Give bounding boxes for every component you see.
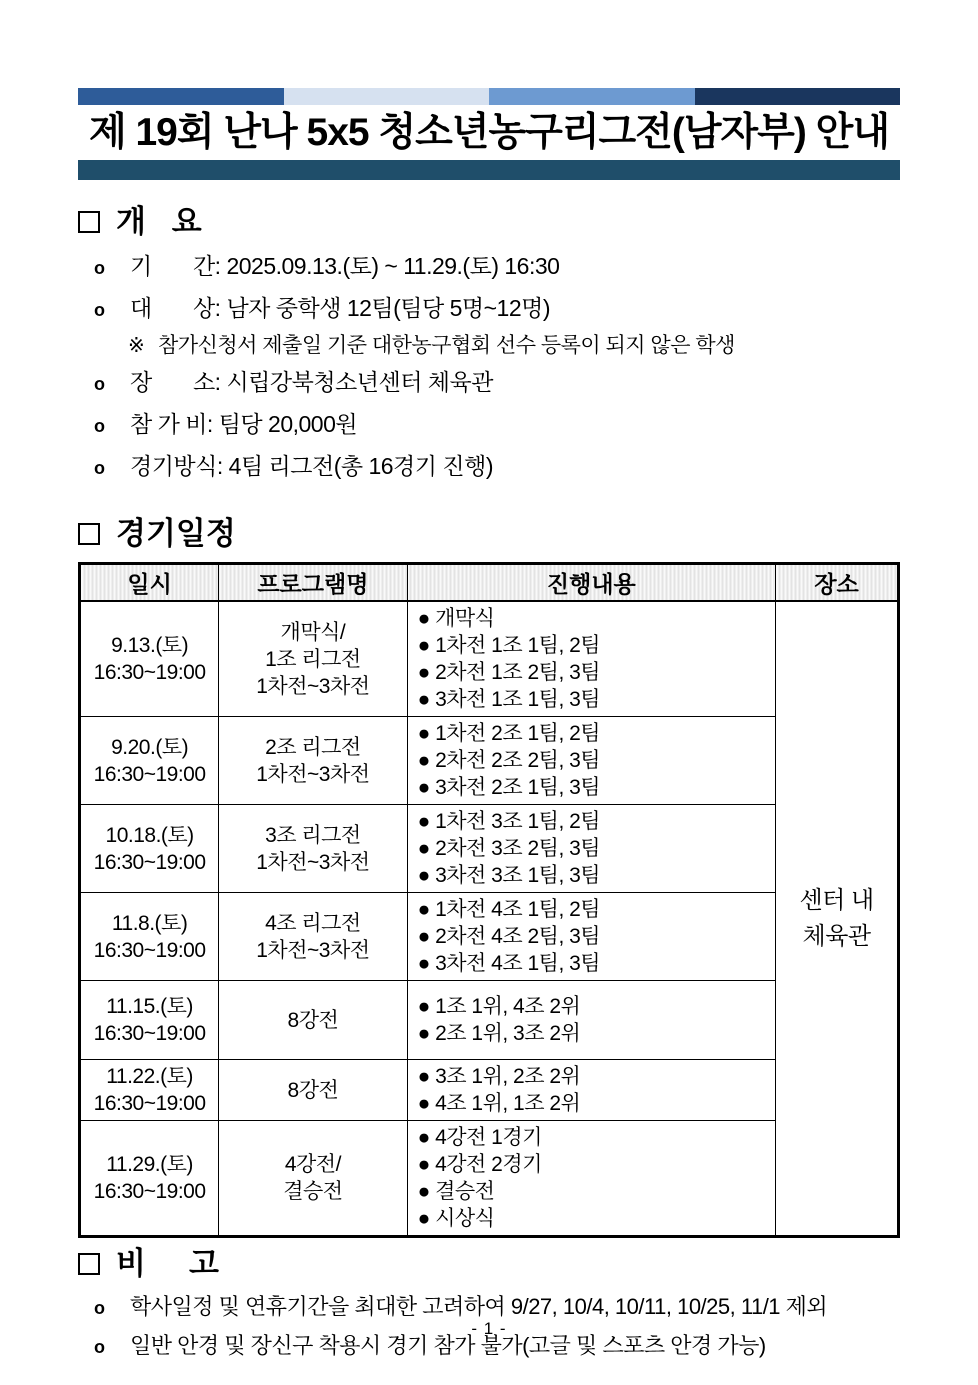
- schedule-contents-cell-line: ● 1차전 3조 1팀, 2팀: [417, 810, 601, 833]
- overview-item-target: [78, 288, 900, 330]
- schedule-contents-cell-line: ● 4강전 2경기: [417, 1153, 542, 1176]
- schedule-table-body: [80, 601, 899, 1237]
- schedule-contents-cell-line: ● 3차전 2조 1팀, 3팀: [417, 776, 601, 799]
- square-checkbox-icon: [78, 1253, 100, 1275]
- schedule-program-cell-line: 4강전/: [284, 1153, 341, 1176]
- schedule-date-cell-line: 16:30~19:00: [93, 1180, 206, 1203]
- schedule-program-cell-line: 8강전: [287, 1078, 339, 1102]
- schedule-row: [80, 601, 899, 717]
- schedule-contents-cell: [407, 805, 776, 893]
- schedule-contents-cell-line: ● 3차전 3조 1팀, 3팀: [417, 864, 601, 887]
- schedule-program-cell: [219, 1121, 407, 1237]
- schedule-date-cell: [80, 1121, 219, 1237]
- schedule-contents-cell-line: ● 3차전 4조 1팀, 3팀: [417, 952, 601, 975]
- schedule-date-cell: [80, 601, 219, 717]
- circle-bullet-icon: o: [94, 458, 105, 478]
- schedule-program-cell-line: 1차전~3차전: [256, 674, 370, 698]
- schedule-venue-cell-line: 체육관: [802, 922, 871, 950]
- column-header-contents: 진행내용: [407, 564, 776, 602]
- schedule-program-cell-line: 1조 리그전: [265, 647, 361, 671]
- schedule-date-cell: [80, 893, 219, 981]
- notes-heading-label: 비 고: [116, 1246, 219, 1281]
- schedule-date-cell-line: 11.15.(토): [106, 995, 193, 1018]
- schedule-date-cell-line: 9.20.(토): [111, 735, 189, 759]
- schedule-contents-cell: [407, 981, 776, 1060]
- schedule-program-cell: [219, 1060, 407, 1121]
- schedule-date-cell-line: 16:30~19:00: [93, 762, 206, 786]
- schedule-contents-cell-line: ● 1차전 2조 1팀, 2팀: [417, 722, 601, 745]
- schedule-date-cell-line: 11.22.(토): [106, 1065, 193, 1088]
- schedule-venue-cell: [776, 601, 899, 1237]
- overview-item-text: 대 상: 남자 중학생 12팀(팀당 5명~12명): [130, 295, 551, 321]
- schedule-date-cell: [80, 717, 219, 805]
- schedule-program-cell-line: 3조 리그전: [265, 823, 361, 847]
- schedule-contents-cell-line: ● 3차전 1조 1팀, 3팀: [417, 688, 601, 711]
- schedule-header-row: [80, 564, 899, 602]
- schedule-program-cell-line: 1차전~3차전: [256, 938, 370, 962]
- schedule-contents-cell-line: ● 1조 1위, 4조 2위: [417, 995, 581, 1018]
- notes-item-text: 학사일정 및 연휴기간을 최대한 고려하여 9/27, 10/4, 10/11, 10/25, 11/1 제외: [130, 1294, 828, 1319]
- document-title: 제 19회 난나 5x5 청소년농구리그전(남자부) 안내: [88, 111, 890, 154]
- circle-bullet-icon: o: [94, 1298, 105, 1318]
- schedule-contents-cell-line: ● 2차전 2조 2팀, 3팀: [417, 749, 601, 772]
- schedule-section-heading: [78, 514, 900, 554]
- circle-bullet-icon: o: [94, 300, 105, 320]
- circle-bullet-icon: o: [94, 1337, 105, 1357]
- page-number: - 1 -: [471, 1319, 507, 1338]
- schedule-program-cell-line: 1차전~3차전: [256, 850, 370, 874]
- overview-item-text: 장 소: 시립강북청소년센터 체육관: [130, 369, 493, 395]
- overview-heading-label: 개 요: [116, 204, 202, 239]
- schedule-contents-cell-line: ● 1차전 4조 1팀, 2팀: [417, 898, 601, 921]
- schedule-date-cell-line: 10.18.(토): [105, 823, 194, 847]
- schedule-date-cell: [80, 981, 219, 1060]
- schedule-table: [78, 562, 900, 1238]
- square-checkbox-icon: [78, 211, 100, 233]
- notes-section-heading: [78, 1244, 900, 1284]
- schedule-date-cell-line: 16:30~19:00: [93, 850, 206, 874]
- schedule-program-cell-line: 개막식/: [280, 620, 346, 644]
- schedule-contents-cell: [407, 717, 776, 805]
- schedule-program-cell-line: 4조 리그전: [265, 911, 361, 935]
- column-header-program: 프로그램명: [219, 564, 407, 602]
- overview-item-text: 참가신청서 제출일 기준 대한농구협회 선수 등록이 되지 않은 학생: [158, 334, 735, 357]
- schedule-venue-cell-line: 센터 내: [799, 886, 874, 914]
- stripe-segment-2: [284, 88, 490, 105]
- square-checkbox-icon: [78, 523, 100, 545]
- schedule-program-cell: [219, 893, 407, 981]
- notes-item-text: 일반 안경 및 장신구 착용시 경기 참가 불가(고글 및 스포츠 안경 가능): [130, 1333, 766, 1358]
- schedule-date-cell-line: 9.13.(토): [111, 634, 189, 657]
- schedule-contents-cell-line: ● 개막식: [417, 607, 495, 630]
- schedule-date-cell: [80, 805, 219, 893]
- schedule-contents-cell-line: ● 결승전: [417, 1180, 495, 1203]
- circle-bullet-icon: o: [94, 416, 105, 436]
- stripe-segment-1: [78, 88, 284, 105]
- schedule-program-cell-line: 결승전: [283, 1180, 343, 1203]
- stripe-segment-4: [695, 88, 901, 105]
- overview-item-period: [78, 246, 900, 288]
- overview-item-text: 기 간: 2025.09.13.(토) ~ 11.29.(토) 16:30: [130, 253, 560, 279]
- overview-list: [78, 246, 900, 488]
- schedule-date-cell-line: 16:30~19:00: [93, 1022, 206, 1045]
- stripe-segment-3: [489, 88, 695, 105]
- schedule-contents-cell-line: ● 4강전 1경기: [417, 1126, 542, 1149]
- schedule-program-cell: [219, 717, 407, 805]
- circle-bullet-icon: o: [94, 258, 105, 278]
- schedule-program-cell: [219, 981, 407, 1060]
- document-content: [0, 88, 978, 1366]
- schedule-date-cell-line: 16:30~19:00: [93, 1092, 206, 1115]
- schedule-date-cell-line: 11.8.(토): [111, 911, 188, 935]
- overview-item-text: 경기방식: 4팀 리그전(총 16경기 진행): [130, 453, 493, 479]
- circle-bullet-icon: o: [94, 374, 105, 394]
- schedule-program-cell: [219, 805, 407, 893]
- overview-item-place: [78, 362, 900, 404]
- schedule-date-cell: [80, 1060, 219, 1121]
- schedule-program-cell-line: 2조 리그전: [265, 735, 361, 759]
- schedule-program-cell-line: 1차전~3차전: [256, 762, 370, 786]
- overview-item-format: [78, 446, 900, 488]
- overview-item-note: [78, 330, 900, 362]
- schedule-contents-cell-line: ● 2차전 4조 2팀, 3팀: [417, 925, 601, 948]
- schedule-contents-cell-line: ● 3조 1위, 2조 2위: [417, 1065, 581, 1088]
- schedule-heading-label: 경기일정: [116, 516, 236, 551]
- schedule-contents-cell-line: ● 2차전 1조 2팀, 3팀: [417, 661, 601, 684]
- schedule-date-cell-line: 11.29.(토): [106, 1153, 193, 1176]
- schedule-contents-cell-line: ● 2차전 3조 2팀, 3팀: [417, 837, 601, 860]
- schedule-date-cell-line: 16:30~19:00: [93, 938, 206, 962]
- schedule-program-cell-line: 8강전: [287, 1008, 339, 1032]
- column-header-date: 일시: [80, 564, 219, 602]
- header-bottom-bar: [78, 160, 900, 180]
- schedule-contents-cell-line: ● 2조 1위, 3조 2위: [417, 1022, 581, 1045]
- reference-mark-icon: ※: [128, 335, 145, 357]
- overview-item-fee: [78, 404, 900, 446]
- header-top-stripe: [78, 88, 900, 105]
- schedule-contents-cell-line: ● 1차전 1조 1팀, 2팀: [417, 634, 601, 657]
- schedule-date-cell-line: 16:30~19:00: [93, 661, 206, 684]
- column-header-venue: 장소: [776, 564, 899, 602]
- overview-item-text: 참 가 비: 팀당 20,000원: [130, 411, 358, 437]
- schedule-contents-cell: [407, 893, 776, 981]
- overview-section-heading: [78, 202, 900, 242]
- schedule-contents-cell-line: ● 4조 1위, 1조 2위: [417, 1092, 581, 1115]
- schedule-contents-cell: [407, 1121, 776, 1237]
- schedule-contents-cell: [407, 1060, 776, 1121]
- schedule-contents-cell: [407, 601, 776, 717]
- schedule-program-cell: [219, 601, 407, 717]
- schedule-contents-cell-line: ● 시상식: [417, 1207, 495, 1230]
